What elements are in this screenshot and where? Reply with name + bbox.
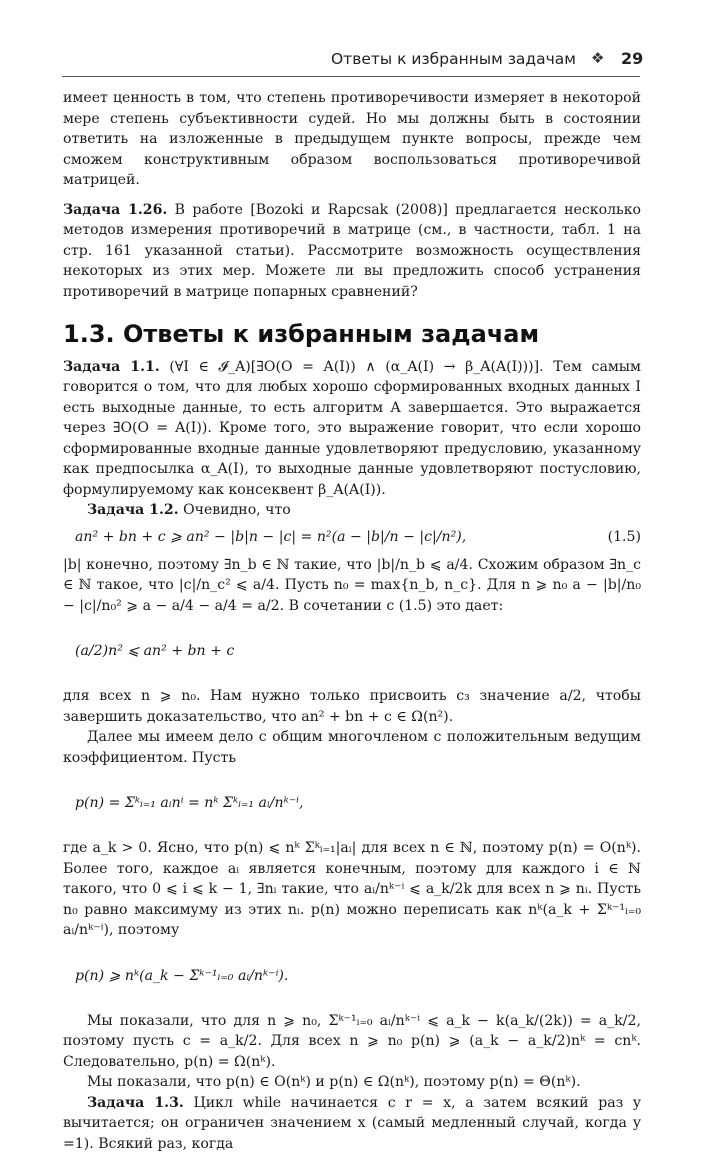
answer-1-2 [63,500,641,521]
paragraph: Мы показали, что для n ⩾ n₀, Σᵏ⁻¹ᵢ₌₀ aᵢ/nᵏ⁻ⁱ ⩽ a_k − k(a_k/(2k)) = a_k/2, поэтому пусть c = a_k/2. Для всех n ⩾ n₀ p(n) ⩾ (a_k − a_k/2)nᵏ = cnᵏ. Следовательно, p(n) = Ω(nᵏ). [63,1011,641,1073]
paragraph: где a_k > 0. Ясно, что p(n) ⩽ nᵏ Σᵏᵢ₌₁|aᵢ| для всех n ∈ ℕ, поэтому p(n) = O(nᵏ). Более того, каждое aᵢ является конечным, поэтому для каждого i ∈ ℕ такого, что 0 ⩽ i ⩽ k − 1, ∃nᵢ такие, что aᵢ/nᵏ⁻ⁱ ⩽ a_k/2k для всех n ⩾ nᵢ. Пусть n₀ равно максимуму из этих nᵢ. p(n) можно переписать как nᵏ(a_k + Σᵏ⁻¹ᵢ₌₀ aᵢ/nᵏ⁻ⁱ), поэтому [63,838,641,941]
answer-1-3 [63,1093,641,1154]
problem-text: В работе [Bozoki и Rapcsak (2008)] предлагается несколько методов измерения противоречий в матрице (см., в частности, табл. 1 на стр. 161 указанной статьи). Рассмотрите возможность осуществления некоторых из этих мер. Можете ли вы предложить способ устранения противоречий в матрице попарных сравнений? [63,202,641,300]
answer-label: Задача 1.3. [87,1095,184,1111]
answer-1-1 [63,357,641,501]
paragraph: |b| конечно, поэтому ∃n_b ∈ ℕ такие, что |b|/n_b ⩽ a/4. Схожим образом ∃n_c ∈ ℕ такое, что |c|/n_c² ⩽ a/4. Пусть n₀ = max{n_b, n_c}. Для n ⩾ n₀ a − |b|/n₀ − |c|/n₀² ⩾ a − a/4 − a/4 = a/2. В сочетании с (1.5) это дает: [63,555,641,617]
page-number: 29 [621,49,643,68]
display-polynomial: p(n) = Σᵏᵢ₌₁ aᵢnⁱ = nᵏ Σᵏᵢ₌₁ aᵢ/nᵏ⁻ⁱ, [75,775,641,831]
display-lower-bound: p(n) ⩾ nᵏ(a_k − Σᵏ⁻¹ᵢ₌₀ aᵢ/nᵏ⁻ⁱ). [75,948,641,1004]
paragraph: для всех n ⩾ n₀. Нам нужно только присвоить c₃ значение a/2, чтобы завершить доказательство, что an² + bn + c ∈ Ω(n²). [63,686,641,727]
ornament-icon: ❖ [591,49,604,67]
header-divider [62,76,640,77]
problem-label: Задача 1.26. [63,202,167,218]
equation-number: (1.5) [608,527,641,548]
equation-1-5 [63,527,641,549]
running-title: Ответы к избранным задачам [331,50,576,68]
display-inequality: (a/2)n² ⩽ an² + bn + c [75,623,641,679]
running-header [0,40,702,80]
answer-label: Задача 1.1. [63,359,160,375]
answer-text: Очевидно, что [179,502,291,518]
paragraph: Далее мы имеем дело с общим многочленом с положительным ведущим коэффициентом. Пусть [63,727,641,768]
paragraph-continuation: имеет ценность в том, что степень противоречивости измеряет в некоторой мере степень субъективности судей. Но мы должны быть в состоянии ответить на изложенные в предыдущем пункте вопросы, прежде чем сможем конструктивным образом воспользоваться противоречивой матрицей. [63,88,641,191]
equation-formula: an² + bn + c ⩾ an² − |b|n − |c| = n²(a − |b|/n − |c|/n²), [75,527,466,548]
answer-label: Задача 1.2. [87,502,179,518]
answer-text: (∀I ∈ 𝓘_A)[∃O(O = A(I)) ∧ (α_A(I) → β_A(A(I)))]. Тем самым говорится о том, что для любых хорошо сформированных входных данных I есть выходные данные, то есть алгоритм A завершается. Это выражается через ∃O(O = A(I)). Кроме того, это выражение говорит, что если хорошо сформированные входные данные удовлетворяют предусловию, указанному как предпосылка α_A(I), то выходные данные удовлетворяют постусловию, формулируемому как консеквент β_A(A(I)). [63,359,641,498]
paragraph: Мы показали, что p(n) ∈ O(nᵏ) и p(n) ∈ Ω(nᵏ), поэтому p(n) = Θ(nᵏ). [63,1072,641,1093]
page-body [63,88,641,1154]
problem-1-26 [63,200,641,303]
answer-text: Цикл while начинается с r = x, а затем всякий раз y вычитается; он ограничен значением x (самый медленный случай, когда y =1). Всякий раз, когда [63,1095,641,1152]
section-heading: 1.3. Ответы к избранным задачам [63,324,641,345]
